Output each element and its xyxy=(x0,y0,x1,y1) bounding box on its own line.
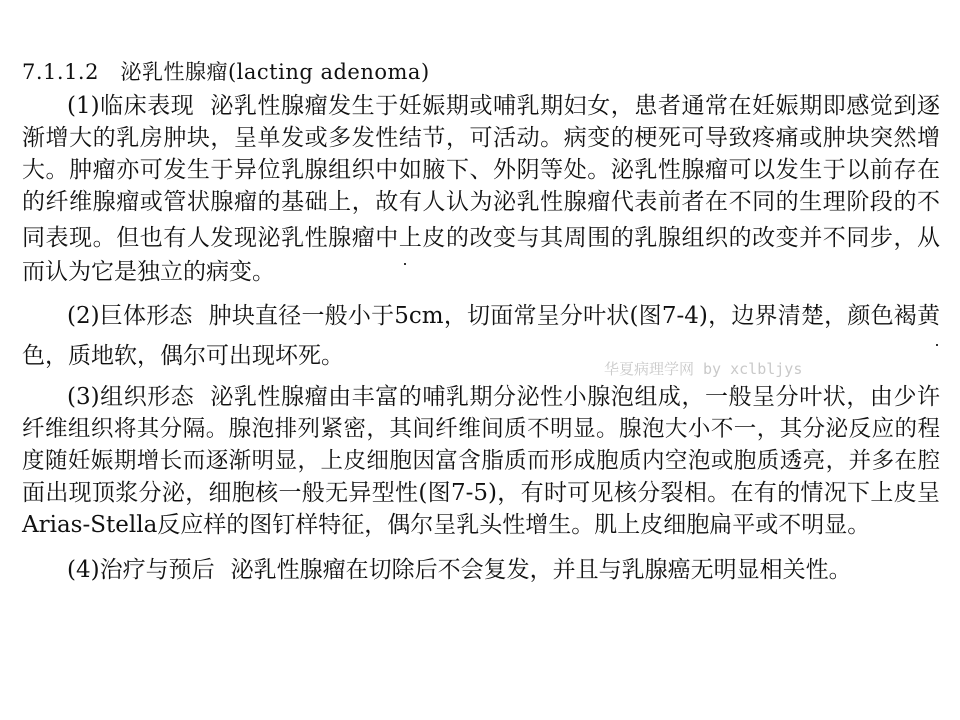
paragraph-line: 同表现。但也有人发现泌乳性腺瘤中上皮的改变与其周围的乳腺组织的改变并不同步，从 xyxy=(22,225,940,251)
paragraph-line: 而认为它是独立的病变。 xyxy=(22,259,275,285)
paragraph-line xyxy=(67,302,940,330)
paragraph-line: 面出现顶浆分泌，细胞核一般无异型性(图7-5)，有时可见核分裂相。在有的情况下上皮呈 xyxy=(22,480,940,506)
scan-speck xyxy=(936,344,938,346)
section-label: (2)巨体形态 xyxy=(67,303,193,329)
paragraph-line: 纤维组织将其分隔。腺泡排列紧密，其间纤维间质不明显。腺泡大小不一，其分泌反应的程 xyxy=(22,416,940,442)
paragraph-line: 的纤维腺瘤或管状腺瘤的基础上，故有人认为泌乳性腺瘤代表前者在不同的生理阶段的不 xyxy=(22,189,940,215)
paragraph-line: 度随妊娠期增长而逐渐明显，上皮细胞因富含脂质而形成胞质内空泡或胞质透亮，并多在腔 xyxy=(22,448,940,474)
scan-speck xyxy=(404,263,406,265)
line-text: 泌乳性腺瘤发生于妊娠期或哺乳期妇女，患者通常在妊娠期即感觉到逐 xyxy=(210,93,940,119)
watermark-text: 华夏病理学网 by xclbljys xyxy=(604,360,803,378)
paragraph-line: 大。肿瘤亦可发生于异位乳腺组织中如腋下、外阴等处。泌乳性腺瘤可以发生于以前存在 xyxy=(22,157,940,183)
paragraph-line: Arias-Stella反应样的图钉样特征，偶尔呈乳头性增生。肌上皮细胞扁平或不明显。 xyxy=(22,512,871,538)
section-label: (4)治疗与预后 xyxy=(67,557,215,583)
section-label: (3)组织形态 xyxy=(67,384,195,410)
paragraph-line xyxy=(67,92,940,120)
paragraph-line: 色，质地软，偶尔可出现坏死。 xyxy=(22,343,344,369)
paragraph-line: 渐增大的乳房肿块，呈单发或多发性结节，可活动。病变的梗死可导致疼痛或肿块突然增 xyxy=(22,125,940,151)
line-text: 肿块直径一般小于5cm，切面常呈分叶状(图7-4)，边界清楚，颜色褐黄 xyxy=(208,303,940,329)
paragraph-line xyxy=(67,556,940,584)
line-text: 泌乳性腺瘤在切除后不会复发，并且与乳腺癌无明显相关性。 xyxy=(230,557,852,583)
line-text: 泌乳性腺瘤由丰富的哺乳期分泌性小腺泡组成，一般呈分叶状，由少许 xyxy=(210,384,940,410)
paragraph-line xyxy=(67,383,940,411)
section-heading: 7.1.1.2 泌乳性腺瘤(lacting adenoma) xyxy=(22,60,430,84)
section-label: (1)临床表现 xyxy=(67,93,195,119)
